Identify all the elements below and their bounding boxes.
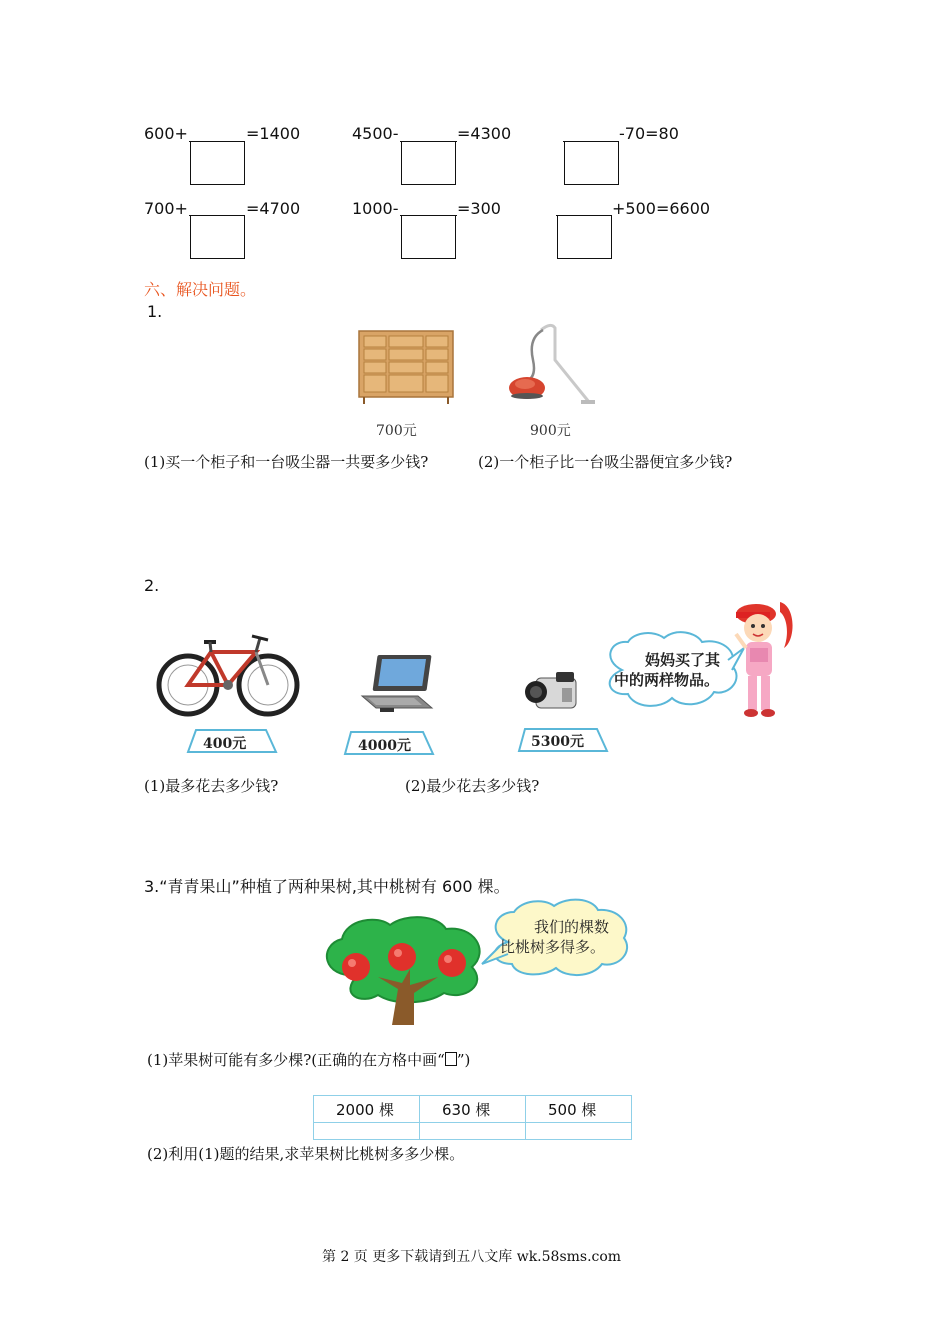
problem-3-question-2: (2)利用(1)题的结果,求苹果树比桃树多多少棵。 [147, 1145, 465, 1163]
problem-2-question-2: (2)最少花去多少钱? [405, 777, 540, 795]
bicycle-image [156, 630, 301, 720]
page-footer: 第 2 页 更多下载请到五八文库 wk.58sms.com [322, 1249, 622, 1265]
equation-2-suffix: =4300 [457, 124, 512, 143]
cabinet-price: 700元 [376, 423, 417, 439]
cabinet-image [356, 328, 456, 406]
problem-2-number: 2. [144, 576, 160, 595]
girl-character-image [734, 596, 798, 720]
answer-box[interactable] [190, 215, 245, 259]
camera-price: 5300元 [531, 734, 584, 750]
equation-6-suffix: +500=6600 [612, 199, 711, 218]
choice-table [313, 1095, 632, 1140]
answer-box[interactable] [190, 141, 245, 185]
apple-tree-image [318, 915, 488, 1027]
tree-bubble-line-1: 我们的棵数 [534, 918, 610, 936]
answer-box[interactable] [564, 141, 619, 185]
section-title: 六、解决问题。 [144, 280, 257, 299]
answer-cell-630[interactable] [420, 1123, 526, 1140]
option-500: 500 棵 [526, 1096, 632, 1123]
bubble-line-2: 中的两样物品。 [614, 671, 720, 689]
bubble-line-1: 妈妈买了其 [645, 651, 721, 669]
answer-cell-500[interactable] [526, 1123, 632, 1140]
tree-bubble-line-2: 比桃树多得多。 [500, 938, 606, 956]
option-630: 630 棵 [420, 1096, 526, 1123]
equation-1-suffix: =1400 [246, 124, 301, 143]
problem-2-question-1: (1)最多花去多少钱? [144, 777, 279, 795]
laptop-image [358, 652, 438, 716]
vacuum-image [503, 320, 595, 408]
problem-3-question-1 [147, 1049, 470, 1070]
laptop-price: 4000元 [358, 738, 411, 754]
equation-4-suffix: =4700 [246, 199, 301, 218]
equation-2-prefix: 4500- [352, 124, 399, 143]
problem-3-intro: 3.“青青果山”种植了两种果树,其中桃树有 600 棵。 [144, 877, 510, 896]
problem-1-question-2: (2)一个柜子比一台吸尘器便宜多少钱? [478, 453, 733, 471]
question-1-text: (1)苹果树可能有多少棵?(正确的在方格中画“ [147, 1051, 445, 1069]
question-1-tail: ”) [456, 1051, 471, 1069]
answer-box[interactable] [557, 215, 612, 259]
checkbox-symbol [445, 1052, 457, 1066]
equation-1-prefix: 600+ [144, 124, 188, 143]
equation-3-suffix: -70=80 [619, 124, 679, 143]
bicycle-price: 400元 [203, 736, 247, 752]
answer-cell-2000[interactable] [314, 1123, 420, 1140]
equation-5-prefix: 1000- [352, 199, 399, 218]
equation-5-suffix: =300 [457, 199, 501, 218]
equation-4-prefix: 700+ [144, 199, 188, 218]
answer-box[interactable] [401, 141, 456, 185]
camera-image [522, 668, 582, 716]
option-2000: 2000 棵 [314, 1096, 420, 1123]
answer-box[interactable] [401, 215, 456, 259]
problem-1-question-1: (1)买一个柜子和一台吸尘器一共要多少钱? [144, 453, 429, 471]
problem-1-number: 1. [147, 302, 163, 321]
vacuum-price: 900元 [530, 423, 571, 439]
